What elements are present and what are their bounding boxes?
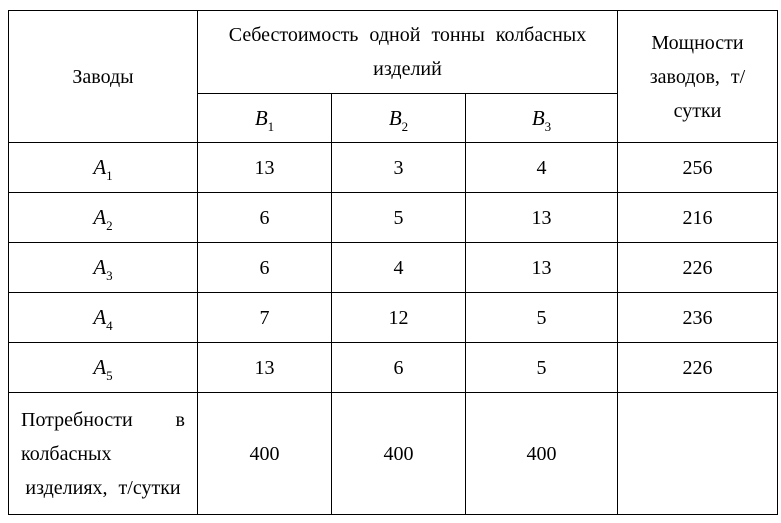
cost-cell: 4 (466, 143, 618, 193)
plant-cell (9, 143, 198, 193)
capacity-cell: 256 (618, 143, 778, 193)
plant-cell (9, 243, 198, 293)
consumer-index: 1 (267, 118, 275, 134)
cost-header-label: Себестоимость одной тонны колбасных изделий (228, 24, 587, 80)
capacity-cell: 236 (618, 293, 778, 343)
cost-cell: 5 (332, 193, 466, 243)
cost-cell: 6 (198, 243, 332, 293)
transport-cost-table (8, 10, 778, 515)
plant-index: 2 (106, 218, 113, 233)
table-row (9, 343, 778, 393)
cost-cell: 13 (198, 343, 332, 393)
capacity-header-cell (618, 11, 778, 143)
capacity-header-label: Мощности заводов, т/сутки (649, 31, 746, 122)
plant-letter: A (93, 305, 107, 329)
plant-index: 4 (106, 318, 113, 333)
plant-letter: A (93, 155, 107, 179)
consumer-index: 2 (401, 118, 409, 134)
plant-letter: A (93, 205, 107, 229)
cost-cell: 6 (198, 193, 332, 243)
cost-cell: 12 (332, 293, 466, 343)
demand-capacity-cell (618, 393, 778, 515)
table-row (9, 243, 778, 293)
capacity-cell: 226 (618, 343, 778, 393)
consumer-letter: B (531, 105, 545, 130)
cost-cell: 5 (466, 343, 618, 393)
plant-index: 3 (106, 268, 113, 283)
table-row (9, 293, 778, 343)
consumer-letter: B (254, 105, 268, 130)
plant-index: 1 (106, 168, 113, 183)
plant-letter: A (93, 255, 107, 279)
cost-cell: 13 (466, 243, 618, 293)
demand-label-cell (9, 393, 198, 515)
plant-index: 5 (106, 368, 113, 383)
demand-cell: 400 (466, 393, 618, 515)
demand-cell: 400 (198, 393, 332, 515)
plant-cell (9, 193, 198, 243)
plant-letter: A (93, 355, 107, 379)
cost-header-cell (198, 11, 618, 94)
consumer-index: 3 (544, 118, 552, 134)
header-row (9, 11, 778, 94)
plants-header-label: Заводы (72, 65, 134, 88)
cost-cell: 5 (466, 293, 618, 343)
cost-cell: 6 (332, 343, 466, 393)
plant-cell (9, 293, 198, 343)
consumer-header-b3 (466, 94, 618, 143)
plants-header-cell (9, 11, 198, 143)
consumer-header-b2 (332, 94, 466, 143)
consumer-letter: B (388, 105, 402, 130)
capacity-cell: 216 (618, 193, 778, 243)
plant-cell (9, 343, 198, 393)
table-row (9, 143, 778, 193)
cost-cell: 7 (198, 293, 332, 343)
cost-cell: 13 (466, 193, 618, 243)
cost-cell: 4 (332, 243, 466, 293)
cost-cell: 3 (332, 143, 466, 193)
demand-label: Потребности в колбасных изделиях, т/сутки (21, 408, 185, 499)
cost-cell: 13 (198, 143, 332, 193)
consumer-header-b1 (198, 94, 332, 143)
demand-row (9, 393, 778, 515)
demand-cell: 400 (332, 393, 466, 515)
table-row (9, 193, 778, 243)
capacity-cell: 226 (618, 243, 778, 293)
